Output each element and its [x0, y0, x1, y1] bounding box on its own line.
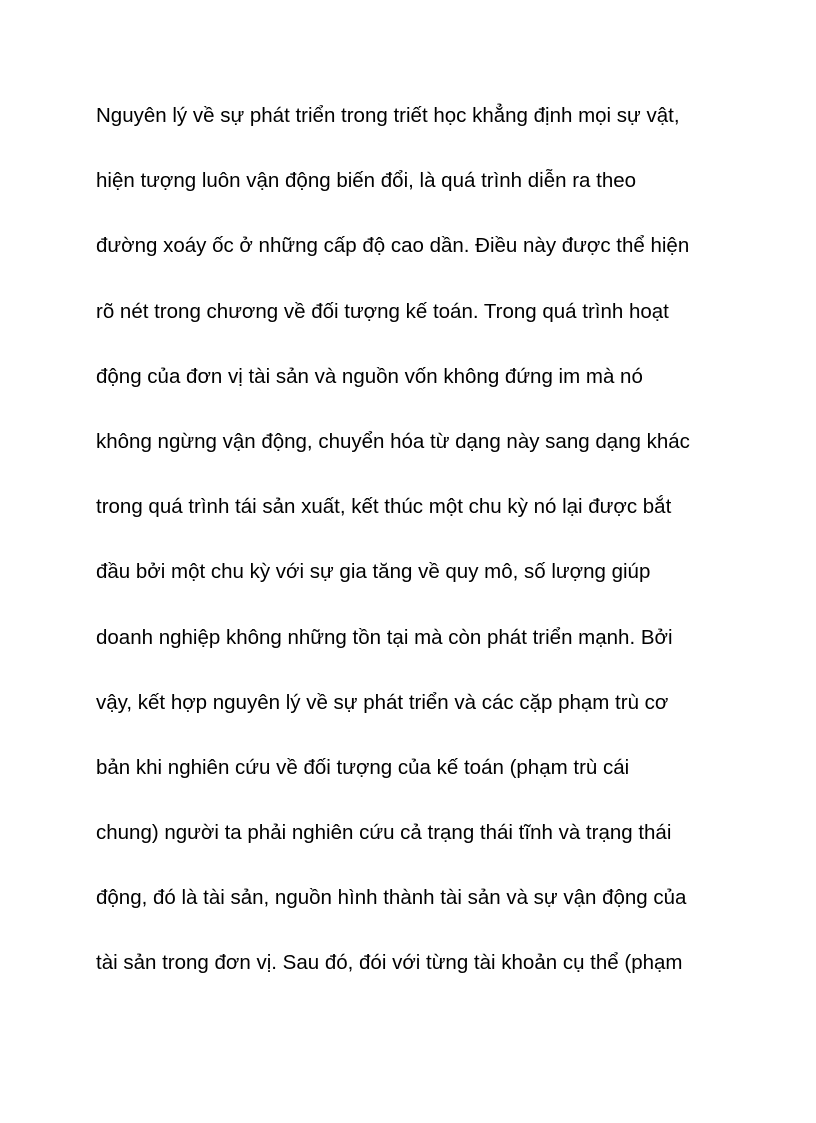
- text-line: đầu bởi một chu kỳ với sự gia tăng về quy mô, số lượng giúp: [96, 560, 651, 584]
- text-line: đường xoáy ốc ở những cấp độ cao dần. Điều này được thể hiện: [96, 234, 690, 258]
- text-line: Nguyên lý về sự phát triển trong triết học khẳng định mọi sự vật,: [96, 104, 680, 127]
- text-line: trong quá trình tái sản xuất, kết thúc một chu kỳ nó lại được bắt: [96, 495, 672, 519]
- text-line: động, đó là tài sản, nguồn hình thành tài sản và sự vận động của: [96, 886, 687, 910]
- text-line: không ngừng vận động, chuyển hóa từ dạng này sang dạng khác: [96, 429, 690, 453]
- text-line: rõ nét trong chương về đối tượng kế toán. Trong quá trình hoạt: [96, 299, 669, 323]
- text-line: hiện tượng luôn vận động biến đổi, là quá trình diễn ra theo: [96, 169, 637, 193]
- text-line: tài sản trong đơn vị. Sau đó, đói với từng tài khoản cụ thể (phạm: [96, 951, 683, 975]
- text-line: bản khi nghiên cứu về đối tượng của kế toán (phạm trù cái: [96, 755, 630, 779]
- text-line: động của đơn vị tài sản và nguồn vốn không đứng im mà nó: [96, 364, 643, 388]
- text-line: doanh nghiệp không những tồn tại mà còn phát triển mạnh. Bởi: [96, 625, 673, 649]
- body-paragraph: [96, 100, 736, 1013]
- text-line: vậy, kết hợp nguyên lý về sự phát triển và các cặp phạm trù cơ: [96, 690, 669, 714]
- text-line: chung) người ta phải nghiên cứu cả trạng thái tĩnh và trạng thái: [96, 821, 672, 845]
